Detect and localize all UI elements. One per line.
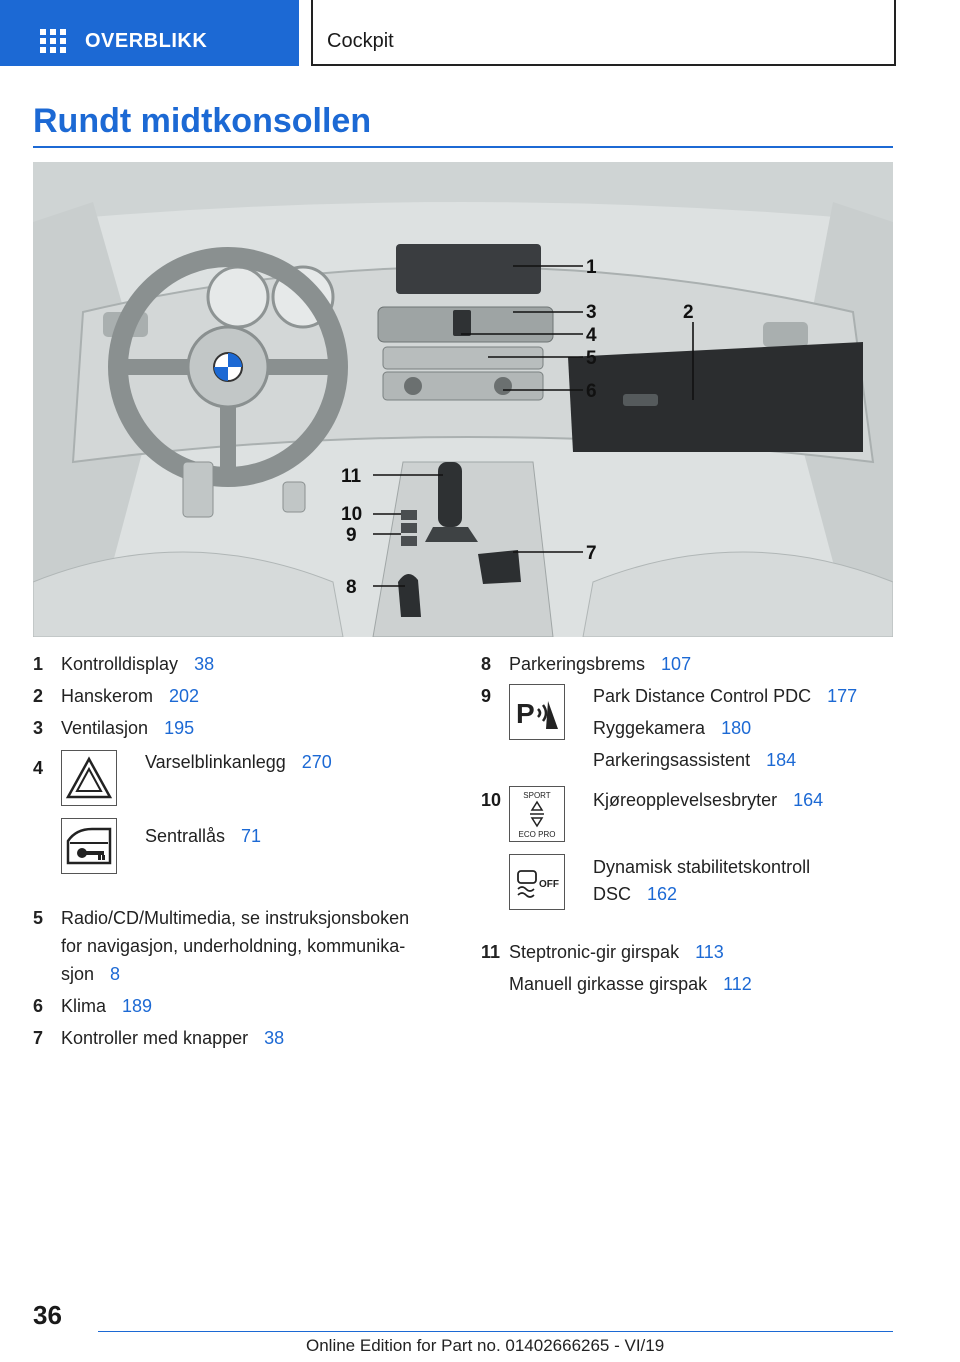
page-number: 36 bbox=[33, 1300, 62, 1330]
callout-3: 3 bbox=[586, 302, 597, 323]
item-label-line: DSC bbox=[593, 884, 632, 904]
cockpit-drawing bbox=[33, 162, 893, 637]
item-label: Hanskerom bbox=[61, 686, 154, 706]
breadcrumb[interactable] bbox=[311, 0, 896, 66]
item-label-line: sjon bbox=[61, 964, 95, 984]
legend-left bbox=[33, 648, 443, 1054]
page-link[interactable]: 71 bbox=[241, 826, 262, 846]
footer-divider bbox=[98, 1331, 893, 1332]
section-label: OVERBLIKK bbox=[85, 30, 208, 52]
legend-item-9 bbox=[481, 680, 901, 784]
page-link[interactable]: 189 bbox=[122, 996, 153, 1016]
legend-item-3 bbox=[33, 712, 443, 744]
callout-4: 4 bbox=[586, 325, 597, 346]
breadcrumb-label: Cockpit bbox=[327, 30, 394, 52]
item-number: 9 bbox=[481, 686, 492, 706]
sport-eco-pro-icon bbox=[509, 786, 565, 842]
page-link[interactable]: 177 bbox=[827, 686, 858, 706]
edition-text: Online Edition for Part no. 01402666265 - VI/19 bbox=[306, 1336, 665, 1355]
legend-item-11 bbox=[481, 936, 901, 968]
item-number: 4 bbox=[33, 758, 44, 778]
svg-text:SPORT: SPORT bbox=[523, 791, 551, 800]
callout-11: 11 bbox=[341, 466, 362, 487]
page-link[interactable]: 184 bbox=[766, 750, 797, 770]
page-link[interactable]: 164 bbox=[793, 790, 824, 810]
page-link[interactable]: 107 bbox=[661, 654, 692, 674]
page-link[interactable]: 38 bbox=[264, 1028, 285, 1048]
legend-item-11b bbox=[481, 968, 901, 1000]
control-display bbox=[396, 244, 541, 294]
page-link[interactable]: 38 bbox=[194, 654, 215, 674]
item-number: 10 bbox=[481, 790, 502, 810]
callout-6: 6 bbox=[586, 381, 597, 402]
legend-item-2 bbox=[33, 680, 443, 712]
page-link[interactable]: 112 bbox=[723, 974, 752, 994]
legend-item-8 bbox=[481, 648, 901, 680]
callout-9: 9 bbox=[346, 525, 357, 546]
page-link[interactable]: 270 bbox=[301, 752, 332, 772]
page-link[interactable]: 8 bbox=[110, 964, 121, 984]
page-link[interactable]: 202 bbox=[169, 686, 200, 706]
item-label-line: Radio/CD/Multimedia, se instruksjonsboken bbox=[61, 908, 410, 928]
legend-item-4b bbox=[33, 814, 443, 902]
item-number: 5 bbox=[33, 908, 44, 928]
door-lock-icon bbox=[61, 818, 117, 874]
dsc-off-icon bbox=[509, 854, 565, 910]
callout-10: 10 bbox=[341, 504, 363, 525]
park-distance-icon bbox=[509, 684, 565, 740]
legend-item-7 bbox=[33, 1022, 443, 1054]
hazard-triangle-icon bbox=[61, 750, 117, 806]
legend-item-6 bbox=[33, 990, 443, 1022]
cockpit-illustration bbox=[33, 162, 893, 637]
gear-lever bbox=[438, 462, 462, 527]
item-label: Manuell girkasse girspak bbox=[509, 974, 708, 994]
page-title: Rundt midtkonsollen bbox=[33, 102, 372, 140]
item-label: Kontroller med knapper bbox=[61, 1028, 249, 1048]
item-number: 3 bbox=[33, 718, 44, 738]
item-label: Sentrallås bbox=[145, 826, 226, 846]
callout-5: 5 bbox=[586, 348, 597, 369]
page-link[interactable]: 195 bbox=[164, 718, 195, 738]
callout-8: 8 bbox=[346, 577, 357, 598]
legend-item-10 bbox=[481, 784, 901, 854]
legend-right bbox=[481, 648, 901, 1000]
callout-1: 1 bbox=[586, 257, 597, 278]
item-label: Varselblinkanlegg bbox=[145, 752, 286, 772]
item-label: Parkeringsassistent bbox=[593, 750, 751, 770]
page-link[interactable]: 113 bbox=[695, 942, 724, 962]
svg-text:OFF: OFF bbox=[539, 879, 559, 890]
item-number: 11 bbox=[481, 942, 501, 962]
item-number: 7 bbox=[33, 1028, 44, 1048]
item-label: Kontrolldisplay bbox=[61, 654, 179, 674]
item-label: Parkeringsbrems bbox=[509, 654, 646, 674]
legend-item-10b bbox=[481, 854, 901, 936]
svg-text:P: P bbox=[516, 698, 535, 729]
legend-item-5 bbox=[33, 902, 443, 990]
callout-7: 7 bbox=[586, 543, 597, 564]
section-tab[interactable] bbox=[0, 0, 299, 66]
idrive-controller bbox=[478, 550, 521, 584]
glovebox bbox=[568, 342, 863, 452]
legend-item-4 bbox=[33, 746, 443, 814]
svg-text:ECO PRO: ECO PRO bbox=[518, 830, 556, 839]
item-label: Kjøreopplevelsesbryter bbox=[593, 790, 778, 810]
item-label: Park Distance Control PDC bbox=[593, 686, 812, 706]
item-label: Ryggekamera bbox=[593, 718, 706, 738]
page-link[interactable]: 180 bbox=[721, 718, 752, 738]
item-number: 8 bbox=[481, 654, 492, 674]
item-number: 2 bbox=[33, 686, 44, 706]
item-label: Steptronic-gir girspak bbox=[509, 942, 680, 962]
callout-2: 2 bbox=[683, 302, 694, 323]
item-number: 1 bbox=[33, 654, 44, 674]
item-label-line: Dynamisk stabilitetskontroll bbox=[593, 857, 811, 877]
item-number: 6 bbox=[33, 996, 44, 1016]
item-label-line: for navigasjon, underholdning, kommunika- bbox=[61, 936, 406, 956]
item-label: Klima bbox=[61, 996, 107, 1016]
page-link[interactable]: 162 bbox=[647, 884, 678, 904]
legend-item-1 bbox=[33, 648, 443, 680]
title-divider bbox=[33, 146, 893, 148]
item-label: Ventilasjon bbox=[61, 718, 149, 738]
grid-menu-icon bbox=[40, 29, 67, 53]
